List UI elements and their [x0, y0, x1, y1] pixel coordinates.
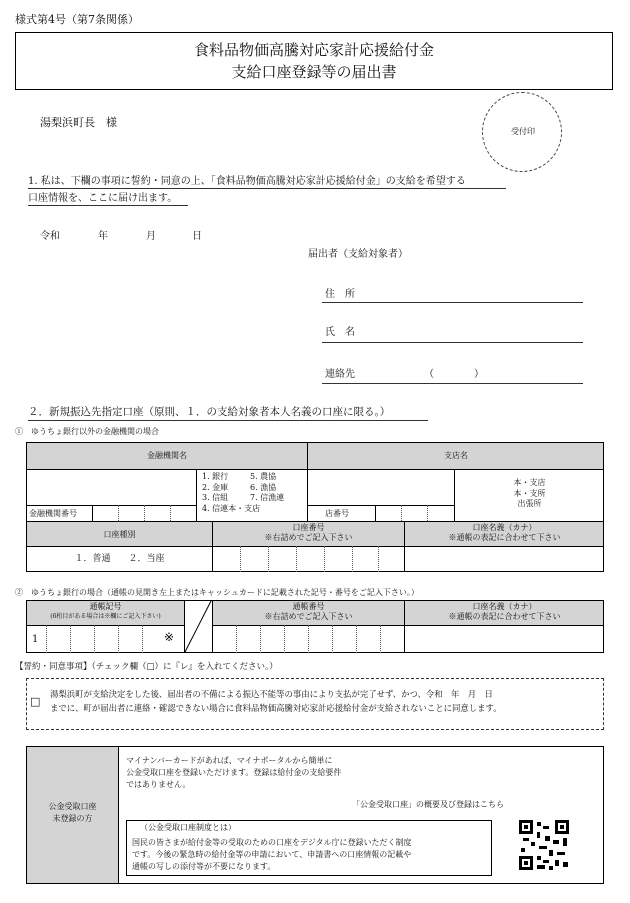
def-box-title: （公金受取口座制度とは）	[140, 823, 236, 832]
def-box-body: 国民の皆さまが給付金等の受取のための口座をデジタル庁に登録いただく制度 です。今後の緊急時の給付金等の申請において、申請書への口座情報の記載や 通帳の写しの添付等が不要になります。	[132, 838, 412, 871]
date-month: 月	[146, 231, 156, 242]
branch-types[interactable]: 本・支店 本・支所 出張所	[513, 478, 546, 508]
bank-types-col1[interactable]: 1. 銀行 2. 金庫 3. 信組 4. 信連本・支店	[202, 472, 261, 513]
name-label: 氏 名	[325, 327, 355, 338]
passbook-number-header: 通帳番号 ※右詰めでご記入下さい	[264, 602, 353, 621]
account-number-header: 口座番号 ※右詰めでご記入下さい	[264, 523, 353, 542]
divider-slash	[184, 600, 212, 653]
account-holder-header: 口座名義（カナ） ※通帳の表記に合わせて下さい	[448, 523, 561, 542]
contact-label: 連絡先	[325, 369, 355, 380]
passbook-symbol-note: (6桁目がある場合は※欄にご記入下さい)	[50, 613, 161, 620]
branch-code-label: 店番号	[325, 509, 349, 518]
consent-line1: 湯梨浜町が支給決定をした後、届出者の不備による振込不能等の事由により支払が完了せず、かつ、令和 年 月 日	[50, 689, 493, 699]
addressee: 湯梨浜町長 様	[40, 116, 117, 129]
public-account-link[interactable]: 「公金受取口座」の概要及び登録はこちら	[352, 800, 504, 809]
address-field[interactable]	[322, 302, 583, 303]
title-line-2: 支給口座登録等の届出書	[231, 63, 397, 81]
date-year: 年	[98, 231, 108, 242]
section2-sub2: ② ゆうちょ銀行の場合（通帳の見開き左上またはキャッシュカードに記載された記号・番号をご記入下さい。）	[15, 588, 419, 597]
consent-checkbox[interactable]: □	[30, 695, 41, 708]
reception-stamp-area	[482, 92, 562, 172]
section1-line2: 口座情報を、ここに届け出ます。	[28, 193, 178, 204]
applicant-heading: 届出者（支給対象者）	[308, 249, 408, 260]
yucho-holder-header: 口座名義（カナ） ※通帳の表記に合わせて下さい	[448, 602, 561, 621]
name-field[interactable]	[322, 342, 583, 343]
form-number: 様式第4号（第7条関係）	[15, 13, 139, 26]
account-type-header: 口座種別	[103, 530, 136, 539]
bank-name-header: 金融機関名	[147, 451, 187, 460]
bank-code-label: 金融機関番号	[29, 509, 77, 518]
symbol-first-digit: 1	[32, 634, 39, 645]
contact-paren: （ ）	[424, 369, 484, 380]
consent-heading: 【誓約・同意事項】（チェック欄（□）に『レ』を入れてください。）	[15, 662, 278, 672]
title-box	[15, 32, 613, 90]
public-account-label: 公金受取口座 未登録の方	[48, 802, 97, 823]
title-line-1: 食料品物価高騰対応家計応援給付金	[193, 41, 434, 59]
consent-line2: までに、町が届出者に連絡・確認できない場合に食料品物価高騰対応家計応援給付金が支給されないことに同意します。	[50, 703, 502, 713]
stamp-label: 受付印	[511, 127, 535, 136]
date-era: 令和	[40, 231, 60, 242]
section2-heading: ２．新規振込先指定口座（原則、１．の支給対象者本人名義の口座に限る。）	[28, 406, 391, 418]
address-label: 住 所	[325, 289, 355, 300]
passbook-symbol-header: 通帳記号	[89, 602, 122, 611]
branch-name-header: 支店名	[444, 451, 468, 460]
date-day: 日	[192, 231, 202, 242]
contact-field[interactable]	[322, 383, 583, 384]
symbol-mark: ※	[164, 630, 175, 644]
section1-line1: 1. 私は、下欄の事項に誓約・同意の上、「食料品物価高騰対応家計応援給付金」の支給を希望する	[28, 176, 466, 187]
account-type-options[interactable]: １．普通 ２．当座	[74, 554, 165, 564]
bank-types-col2[interactable]: 5. 農協 6. 漁協 7. 信漁連	[250, 472, 285, 502]
section2-sub1: ① ゆうちょ銀行以外の金融機関の場合	[15, 427, 159, 436]
public-account-info: マイナンバーカードがあれば、マイナポータルから簡単に 公金受取口座を登録いただけます。登録は給付金の支給要件 ではありません。	[126, 756, 342, 789]
qr-code-icon[interactable]	[519, 820, 569, 870]
